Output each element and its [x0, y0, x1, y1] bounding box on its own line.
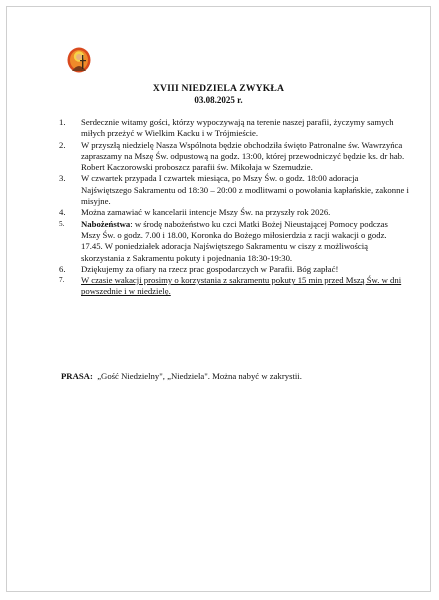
press-label: PRASA:	[61, 371, 93, 381]
item-number: 7.	[59, 276, 65, 285]
announcements-list	[59, 117, 409, 298]
item-number: 3.	[59, 173, 66, 184]
page-date: 03.08.2025 r.	[194, 95, 243, 105]
item-text: : w środę nabożeństwo ku czci Matki Bożej Nieustającej Pomocy podczas Mszy Św. o godz. 7.00 i 18.00, Koronka do Bożego miłosierdzia z racji wakacji o godz. 17.45. W poniedziałek adoracja Najświętszego Sakramentu w ciszy z możliwością skorzystania z Sakramentu pokuty i pojednania 18:30-19:30.	[81, 218, 388, 263]
list-item	[59, 264, 409, 275]
item-number: 5.	[59, 219, 65, 228]
item-number: 4.	[59, 207, 66, 218]
parish-saint-icon	[67, 47, 91, 73]
list-item	[59, 219, 409, 264]
item-text-underlined: W czasie wakacji prosimy o korzystania z sakramentu pokuty 15 min przed Mszą Św. w dni powszednie i w niedzielę.	[81, 275, 402, 297]
press-text: „Gość Niedzielny", „Niedziela". Można nabyć w zakrystii.	[92, 371, 302, 381]
item-text: Można zamawiać w kancelarii intencje Mszy Św. na przyszły rok 2026.	[81, 207, 331, 218]
item-number: 2.	[59, 139, 66, 150]
item-text: W przyszłą niedzielę Nasza Wspólnota będzie obchodziła święto Patronalne św. Wawrzyńca zapraszamy na Mszę Św. odpustową na godz. 13:00, której przewodniczyć będzie ks. dr hab. Robert Kaczorowski proboszcz parafii św. Mikołaja w Szemudzie.	[81, 139, 405, 173]
list-item	[59, 117, 409, 140]
item-text: W czwartek przypada I czwartek miesiąca, po Mszy Św. o godz. 18:00 adoracja Najświętszego Sakramentu od 18:30 – 20:00 z modlitwami o powołania kapłańskie, zakonne i misyjne.	[81, 173, 409, 207]
list-item	[59, 207, 409, 218]
item-text: Dziękujemy za ofiary na rzecz prac gospodarczych w Parafii. Bóg zapłać!	[81, 263, 339, 274]
item-number: 1.	[59, 117, 66, 127]
item-number: 6.	[59, 263, 66, 274]
page-title: XVIII NIEDZIELA ZWYKŁA	[152, 83, 285, 94]
list-item	[59, 140, 409, 174]
list-item	[59, 275, 409, 298]
item-text: Serdecznie witamy gości, którzy wypoczywają na terenie naszej parafii, życzymy samych miłych przeżyć w Wielkim Kacku i w Trójmieście.	[81, 117, 394, 139]
list-item	[59, 173, 409, 207]
bulletin-page	[6, 6, 431, 592]
item-bold-heading: Nabożeństwa	[81, 218, 131, 229]
press-note	[61, 371, 411, 382]
